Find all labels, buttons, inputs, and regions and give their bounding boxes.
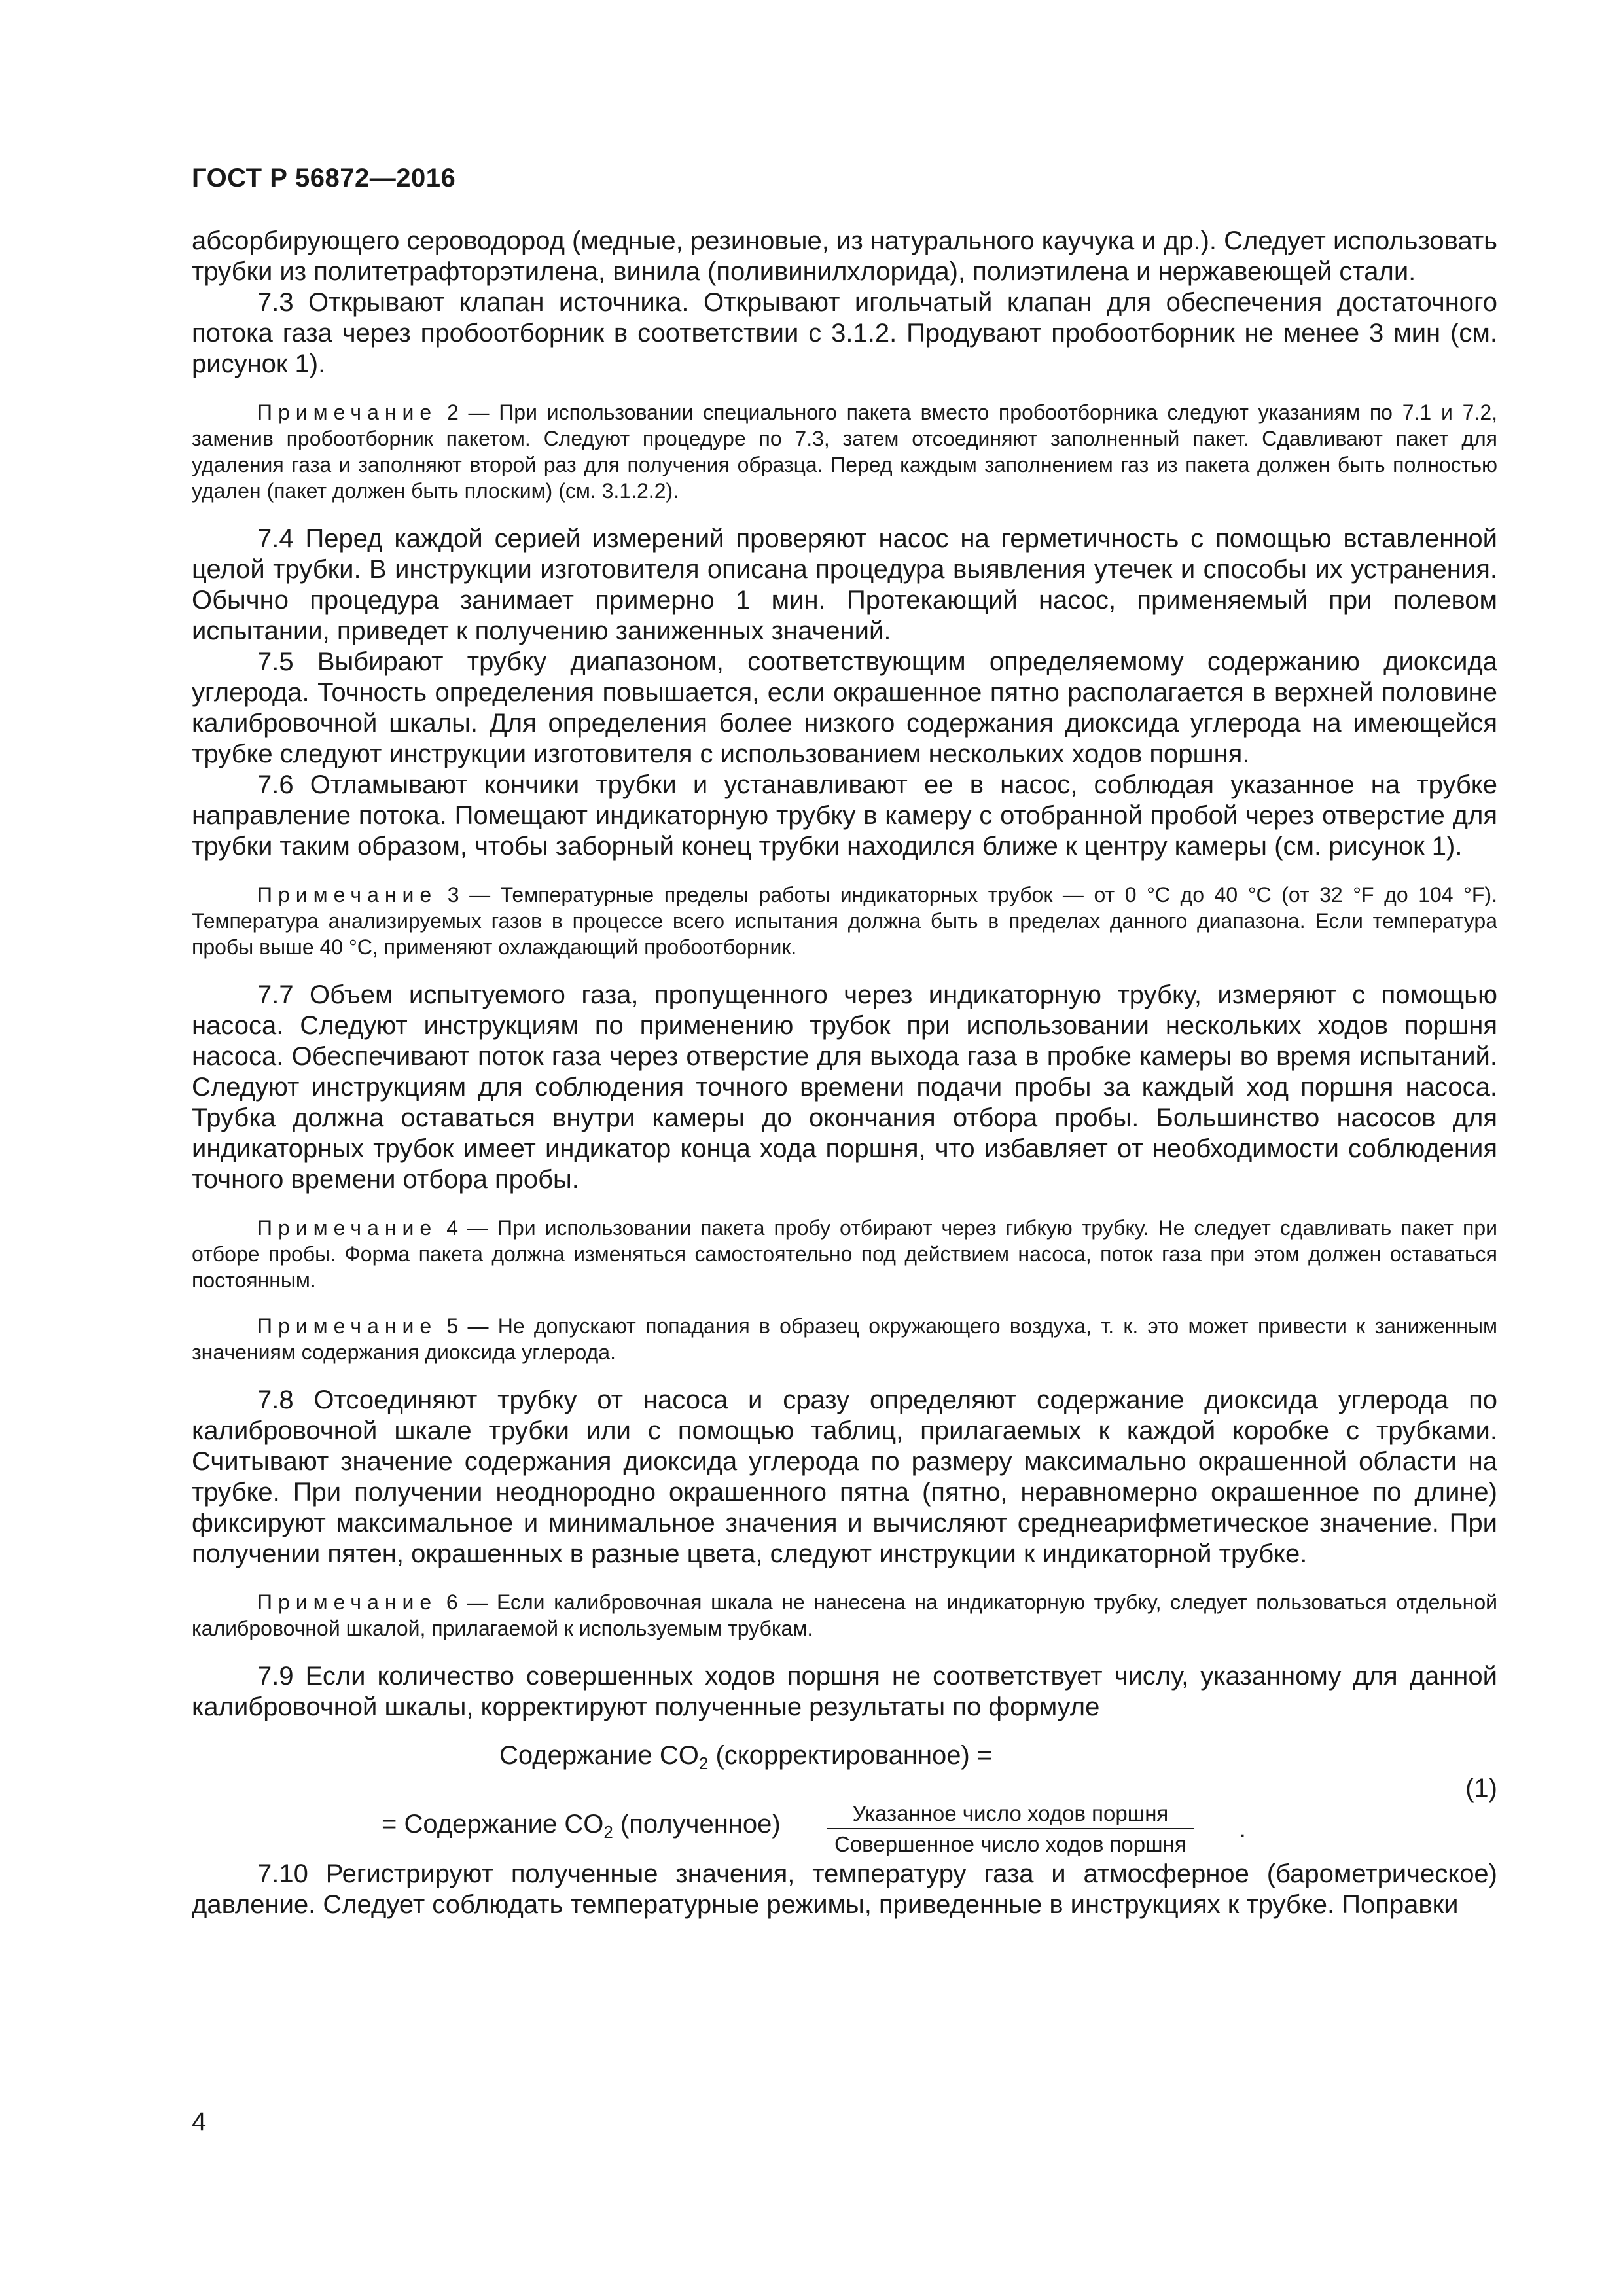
note-label: Примечание xyxy=(257,883,438,906)
note-text: 6 — Если калибровочная шкала не нанесена на индикаторную трубку, следует пользоваться отдельной калибровочной шкалой, прилагаемой к используемым трубкам. xyxy=(192,1590,1497,1640)
formula-number: (1) xyxy=(1465,1774,1497,1803)
note-text: 2 — При использовании специального пакета вместо пробоотборника следуют указаниям по 7.1 и 7.2, заменив пробоотборник пакетом. Следуют процедуре по 7.3, затем отсоединяют заполненный пакет. Сдавливают пакет для удаления газа и заполняют второй раз для получения образца. Перед каждым заполнением газ из пакета должен быть полностью удален (пакет должен быть плоским) (см. 3.1.2.2). xyxy=(192,401,1497,503)
note-6 xyxy=(192,1589,1497,1641)
formula-line-1: Содержание $CO_2$ (скорректированное) = xyxy=(499,1741,993,1773)
paragraph-7-9: 7.9 Если количество совершенных ходов поршня не соответствует числу, указанному для данной калибровочной шкалы, корректируют полученные результаты по формуле xyxy=(192,1662,1497,1721)
document-header: ГОСТ Р 56872—2016 xyxy=(192,164,456,192)
page-content xyxy=(192,226,1497,1920)
paragraph-7-4: 7.4 Перед каждой серией измерений проверяют насос на герметичность с помощью вставленной целой трубки. В инструкции изготовителя описана процедура выявления утечек и способы их устранения. Обычно процедура занимает примерно 1 мин. Протекающий насос, применяемый при полевом испытании, приведет к получению заниженных значений. xyxy=(192,524,1497,645)
note-text: 5 — Не допускают попадания в образец окружающего воздуха, т. к. это может привести к заниженным значениям содержания диоксида углерода. xyxy=(192,1314,1497,1364)
note-label: Примечание xyxy=(257,1314,438,1338)
formula-fraction xyxy=(827,1801,1194,1857)
note-text: 4 — При использовании пакета пробу отбирают через гибкую трубку. Не следует сдавливать пакет при отборе пробы. Форма пакета должна изменяться самостоятельно под действием насоса, поток газа при этом должен оставаться постоянным. xyxy=(192,1216,1497,1292)
note-5 xyxy=(192,1313,1497,1365)
paragraph-7-5: 7.5 Выбирают трубку диапазоном, соответствующим определяемому содержанию диоксида углерода. Точность определения повышается, если окрашенное пятно располагается в верхней половине калибровочной шкалы. Для определения более низкого содержания диоксида углерода на имеющейся трубке следуют инструкции изготовителя с использованием нескольких ходов поршня. xyxy=(192,647,1497,768)
paragraph-7-6: 7.6 Отламывают кончики трубки и устанавливают ее в насос, соблюдая указанное на трубке направление потока. Помещают индикаторную трубку в камеру с отобранной пробой через отверстие для трубки таким образом, чтобы заборный конец трубки находился ближе к центру камеры (см. рисунок 1). xyxy=(192,770,1497,861)
note-label: Примечание xyxy=(257,1590,438,1614)
note-4 xyxy=(192,1215,1497,1293)
paragraph-7-7: 7.7 Объем испытуемого газа, пропущенного через индикаторную трубку, измеряют с помощью насоса. Следуют инструкциям по применению трубок при использовании нескольких ходов поршня насоса. Обеспечивают поток газа через отверстие для выхода газа в пробке камеры во время испытаний. Следуют инструкциям для соблюдения точного времени подачи пробы за каждый ход поршня насоса. Трубка должна оставаться внутри камеры до окончания отбора пробы. Большинство насосов для индикаторных трубок имеет индикатор конца хода поршня, что избавляет от необходимости соблюдения точного времени отбора пробы. xyxy=(192,980,1497,1194)
formula-1 xyxy=(192,1741,1497,1859)
note-2 xyxy=(192,399,1497,504)
paragraph-7-3: 7.3 Открывают клапан источника. Открывают игольчатый клапан для обеспечения достаточного потока газа через пробоотборник в соответствии с 3.1.2. Продувают пробоотборник не менее 3 мин (см. рисунок 1). xyxy=(192,288,1497,378)
fraction-denominator: Совершенное число ходов поршня xyxy=(834,1832,1186,1856)
paragraph-continuation: абсорбирующего сероводород (медные, резиновые, из натурального каучука и др.). Следует использовать трубки из политетрафторэтилена, винила (поливинилхлорида), полиэтилена и нержавеющей стали. xyxy=(192,226,1497,286)
fraction-numerator: Указанное число ходов поршня xyxy=(827,1801,1194,1829)
formula-line-2: = Содержание $CO_2$ (полученное) xyxy=(382,1810,781,1842)
paragraph-7-8: 7.8 Отсоединяют трубку от насоса и сразу определяют содержание диоксида углерода по калибровочной шкале трубки или с помощью таблиц, прилагаемых к каждой коробке с трубками. Считывают значение содержания диоксида углерода по размеру максимально окрашенной области на трубке. При получении неоднородно окрашенного пятна (пятно, неравномерно окрашенное по длине) фиксируют максимальное и минимальное значения и вычисляют среднеарифметическое значение. При получении пятен, окрашенных в разные цвета, следуют инструкции к индикаторной трубке. xyxy=(192,1386,1497,1568)
paragraph-7-10: 7.10 Регистрируют полученные значения, температуру газа и атмосферное (барометрическое) давление. Следует соблюдать температурные режимы, приведенные в инструкциях к трубке. Поправки xyxy=(192,1859,1497,1919)
formula-end-dot: . xyxy=(1239,1814,1247,1843)
note-label: Примечание xyxy=(257,1216,438,1240)
note-label: Примечание xyxy=(257,401,438,424)
page-number: 4 xyxy=(192,2108,207,2136)
note-3 xyxy=(192,882,1497,960)
note-text: 3 — Температурные пределы работы индикаторных трубок — от 0 °С до 40 °С (от 32 °F до 104 °F). Температура анализируемых газов в процессе всего испытания должна быть в пределах данного диапазона. Если температура пробы выше 40 °С, применяют охлаждающий пробоотборник. xyxy=(192,883,1497,959)
